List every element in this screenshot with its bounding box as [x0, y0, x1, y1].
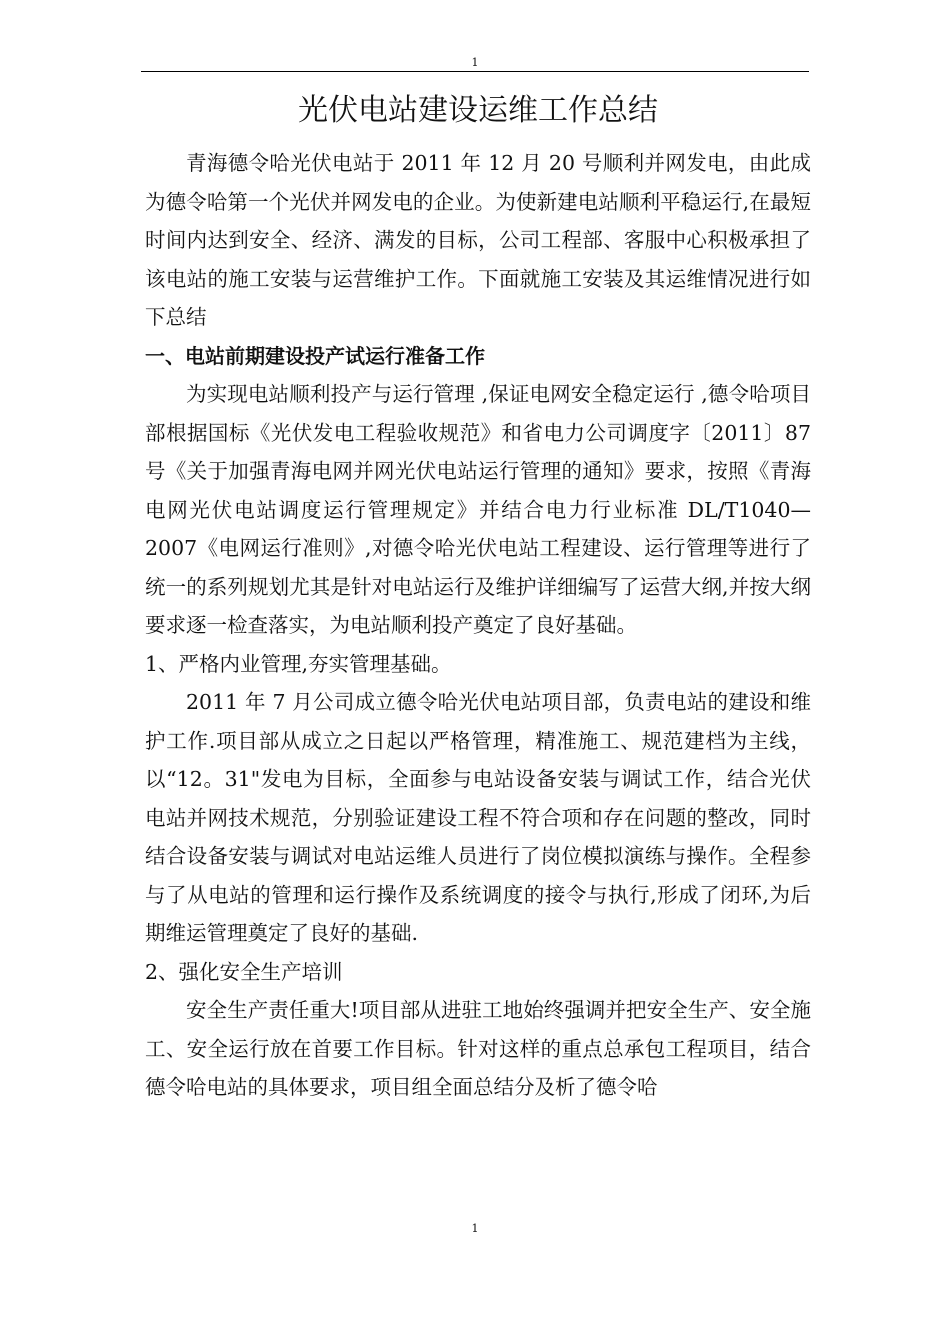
header-page-number: 1	[471, 56, 479, 69]
footer-page-number: 1	[471, 1222, 479, 1235]
subsection-heading-2: 2、强化安全生产培训	[145, 959, 343, 984]
subsection-2-paragraph: 安全生产责任重大!项目部从进驻工地始终强调并把安全生产、安全施工、安全运行放在首要工作目标。针对这样的重点总承包工程项目，结合德令哈电站的具体要求，项目组全面总结分及析了德令哈	[145, 998, 811, 1099]
intro-paragraph: 青海德令哈光伏电站于 2011 年 12 月 20 号顺利并网发电，由此成为德令哈第一个光伏并网发电的企业。为使新建电站顺利平稳运行,在最短时间内达到安全、经济、满发的目标，公司工程部、客服中心积极承担了该电站的施工安装与运营维护工作。下面就施工安装及其运维情况进行如下总结	[145, 151, 811, 329]
section-1-paragraph: 为实现电站顺利投产与运行管理 ,保证电网安全稳定运行 ,德令哈项目部根据国标《光伏发电工程验收规范》和省电力公司调度字〔2011〕87 号《关于加强青海电网并网光伏电站运行管理的通知》要求，按照《青海电网光伏电站调度运行管理规定》并结合电力行业标准 DL/T1040—2007《电网运行准则》,对德令哈光伏电站工程建设、运行管理等进行了统一的系列规划尤其是针对电站运行及维护详细编写了运营大纲,并按大纲要求逐一检查落实，为电站顺利投产奠定了良好基础。	[145, 382, 811, 637]
document-title: 光伏电站建设运维工作总结	[298, 93, 658, 128]
subsection-1-paragraph: 2011 年 7 月公司成立德令哈光伏电站项目部，负责电站的建设和维护工作.项目部从成立之日起以严格管理，精准施工、规范建档为主线，以“12。31"发电为目标，全面参与电站设备安装与调试工作，结合光伏电站并网技术规范，分别验证建设工程不符合项和存在问题的整改，同时结合设备安装与调试对电站运维人员进行了岗位模拟演练与操作。全程参与了从电站的管理和运行操作及系统调度的接令与执行,形成了闭环,为后期维运管理奠定了良好的基础.	[145, 690, 811, 945]
document-body	[145, 86, 811, 1107]
section-heading-1: 一、电站前期建设投产试运行准备工作	[145, 343, 485, 368]
header-rule	[141, 71, 809, 72]
subsection-heading-1: 1、严格内业管理,夯实管理基础。	[145, 651, 452, 676]
